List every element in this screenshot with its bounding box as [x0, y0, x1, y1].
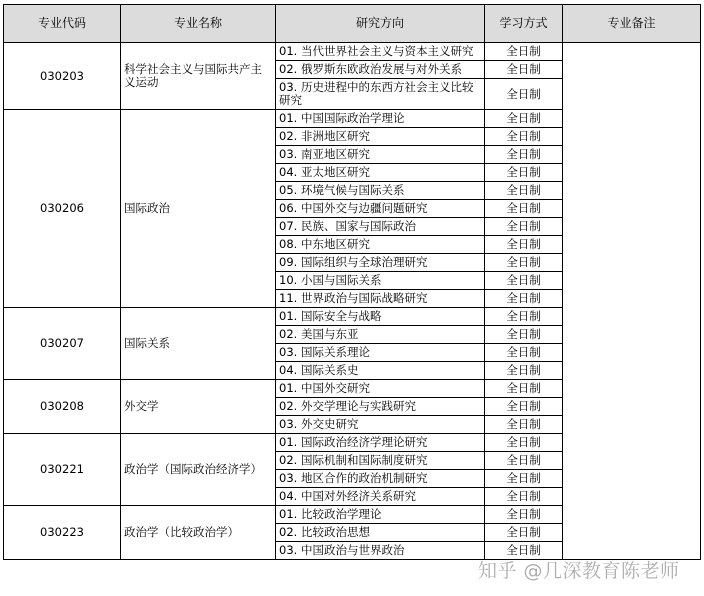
study-mode: 全日制: [485, 236, 563, 254]
research-direction: 03. 中国政治与世界政治: [276, 542, 485, 560]
study-mode: 全日制: [485, 146, 563, 164]
program-code: 030206: [4, 110, 121, 308]
research-direction: 01. 当代世界社会主义与资本主义研究: [276, 43, 485, 61]
research-direction: 02. 非洲地区研究: [276, 128, 485, 146]
study-mode: 全日制: [485, 524, 563, 542]
research-direction: 07. 民族、国家与国际政治: [276, 218, 485, 236]
study-mode: 全日制: [485, 416, 563, 434]
study-mode: 全日制: [485, 61, 563, 79]
program-name: 政治学（国际政治经济学）: [121, 434, 276, 506]
study-mode: 全日制: [485, 542, 563, 560]
research-direction: 03. 地区合作的政治机制研究: [276, 470, 485, 488]
research-direction: 03. 国际关系理论: [276, 344, 485, 362]
study-mode: 全日制: [485, 43, 563, 61]
study-mode: 全日制: [485, 272, 563, 290]
study-mode: 全日制: [485, 362, 563, 380]
study-mode: 全日制: [485, 308, 563, 326]
study-mode: 全日制: [485, 506, 563, 524]
research-direction: 10. 小国与国际关系: [276, 272, 485, 290]
program-code: 030223: [4, 506, 121, 560]
study-mode: 全日制: [485, 182, 563, 200]
study-mode: 全日制: [485, 398, 563, 416]
program-code: 030203: [4, 43, 121, 110]
study-mode: 全日制: [485, 488, 563, 506]
study-mode: 全日制: [485, 290, 563, 308]
program-code: 030208: [4, 380, 121, 434]
study-mode: 全日制: [485, 470, 563, 488]
research-direction: 01. 比较政治学理论: [276, 506, 485, 524]
study-mode: 全日制: [485, 79, 563, 110]
table-body: [4, 43, 701, 560]
research-direction: 11. 世界政治与国际战略研究: [276, 290, 485, 308]
study-mode: 全日制: [485, 200, 563, 218]
research-direction: 02. 比较政治思想: [276, 524, 485, 542]
research-direction: 03. 外交史研究: [276, 416, 485, 434]
research-direction: 02. 俄罗斯东欧政治发展与对外关系: [276, 61, 485, 79]
research-direction: 05. 环境气候与国际关系: [276, 182, 485, 200]
research-direction: 02. 美国与东亚: [276, 326, 485, 344]
program-note: [563, 43, 701, 560]
research-direction: 09. 国际组织与全球治理研究: [276, 254, 485, 272]
study-mode: 全日制: [485, 344, 563, 362]
research-direction: 04. 国际关系史: [276, 362, 485, 380]
program-name: 外交学: [121, 380, 276, 434]
research-direction: 08. 中东地区研究: [276, 236, 485, 254]
header-direction: 研究方向: [276, 5, 485, 43]
header-code: 专业代码: [4, 5, 121, 43]
program-name: 国际关系: [121, 308, 276, 380]
research-direction: 06. 中国外交与边疆问题研究: [276, 200, 485, 218]
research-direction: 02. 国际机制和国际制度研究: [276, 452, 485, 470]
research-direction: 02. 外交学理论与实践研究: [276, 398, 485, 416]
research-direction: 03. 南亚地区研究: [276, 146, 485, 164]
research-direction: 01. 中国外交研究: [276, 380, 485, 398]
header-mode: 学习方式: [485, 5, 563, 43]
study-mode: 全日制: [485, 452, 563, 470]
program-name: 科学社会主义与国际共产主义运动: [121, 43, 276, 110]
research-direction: 04. 亚太地区研究: [276, 164, 485, 182]
program-name: 国际政治: [121, 110, 276, 308]
header-name: 专业名称: [121, 5, 276, 43]
study-mode: 全日制: [485, 254, 563, 272]
program-code: 030207: [4, 308, 121, 380]
research-direction: 01. 国际政治经济学理论研究: [276, 434, 485, 452]
watermark: 知乎 @几深教育陈老师: [478, 560, 680, 582]
study-mode: 全日制: [485, 326, 563, 344]
research-direction: 03. 历史进程中的东西方社会主义比较研究: [276, 79, 485, 110]
study-mode: 全日制: [485, 110, 563, 128]
research-direction: 04. 中国对外经济关系研究: [276, 488, 485, 506]
table-row: [4, 43, 701, 61]
study-mode: 全日制: [485, 380, 563, 398]
program-code: 030221: [4, 434, 121, 506]
header-row: [4, 5, 701, 43]
study-mode: 全日制: [485, 218, 563, 236]
research-direction: 01. 国际安全与战略: [276, 308, 485, 326]
program-name: 政治学（比较政治学）: [121, 506, 276, 560]
study-mode: 全日制: [485, 128, 563, 146]
study-mode: 全日制: [485, 434, 563, 452]
research-direction: 01. 中国国际政治学理论: [276, 110, 485, 128]
study-mode: 全日制: [485, 164, 563, 182]
program-table: [3, 4, 701, 560]
header-note: 专业备注: [563, 5, 701, 43]
